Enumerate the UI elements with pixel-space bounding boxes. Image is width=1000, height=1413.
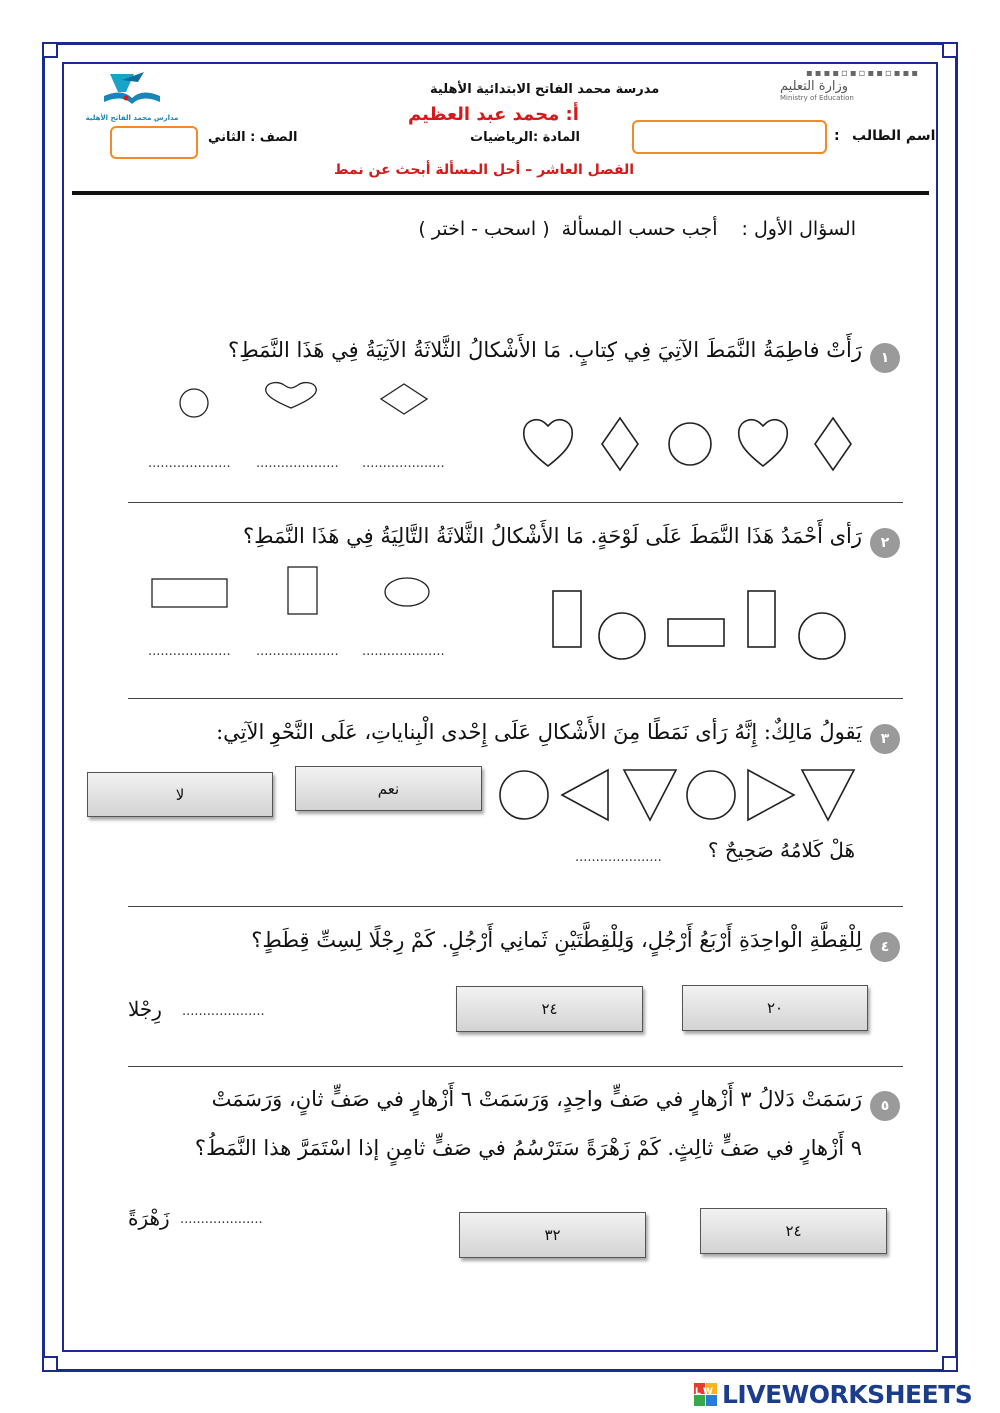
q2-option-wide-rectangle[interactable]	[150, 576, 230, 610]
question-divider	[128, 502, 903, 503]
q3-answer-blank[interactable]: .....................	[575, 850, 662, 865]
q1-pattern	[520, 414, 860, 474]
subject-label: المادة :الرياضيات	[470, 130, 581, 145]
q1-pattern-heart	[739, 420, 788, 466]
ministry-logo	[780, 68, 920, 116]
q1-blank-2[interactable]: ....................	[256, 456, 339, 471]
question-number-5: ٥	[870, 1091, 900, 1121]
question-1-text: رَأَتْ فاطِمَةُ النَّمَطَ الآتِيَ فِي كِتابٍ. مَا الأَشْكالُ الثَّلاثَةُ الآتِيَةُ فِي هَذَا النَّمَطِ؟	[228, 338, 862, 362]
q5-option-32-button[interactable]: ٣٢	[459, 1212, 646, 1258]
question-2-text: رَأى أَحْمَدُ هَذَا النَّمَطَ عَلَى لَوْحَةٍ. مَا الأَشْكالُ الثَّلاثَةُ التَّالِيَةُ فِي هَذَا النَّمَطِ؟	[243, 524, 862, 548]
liveworksheets-watermark	[694, 1380, 972, 1409]
q1-pattern-diamond	[602, 418, 638, 470]
q2-option-ellipse[interactable]	[382, 575, 432, 609]
school-name: مدرسة محمد الفاتح الابتدائية الأهلية	[430, 82, 660, 97]
question-number-1: ١	[870, 343, 900, 373]
q3-pattern	[496, 764, 860, 828]
q2-pattern-tall-rectangle	[748, 591, 775, 647]
unit-title: الفصل العاشر – أحل المسألة أبحث عن نمط	[334, 162, 635, 178]
q2-blank-1[interactable]: ....................	[148, 644, 231, 659]
q1-option-circle[interactable]	[178, 386, 212, 420]
question-divider	[128, 1066, 903, 1067]
q4-option-20-button[interactable]: ٢٠	[682, 985, 868, 1031]
q2-blank-3[interactable]: ....................	[362, 644, 445, 659]
q3-pattern-circle	[500, 771, 548, 819]
q2-pattern-circle	[799, 613, 845, 659]
question-divider	[128, 698, 903, 699]
teacher-name: أ: محمد عبد العظيم	[408, 104, 579, 125]
border-corner	[42, 1356, 58, 1372]
liveworksheets-logo-icon: LW	[694, 1383, 718, 1407]
q3-pattern-left-triangle	[562, 770, 608, 820]
q1-blank-1[interactable]: ....................	[148, 456, 231, 471]
question-number-3: ٣	[870, 724, 900, 754]
header-divider	[72, 191, 929, 195]
instructions-text: أجب حسب المسألة	[561, 218, 718, 240]
q3-pattern-circle	[687, 771, 735, 819]
student-name-label: اسم الطالب	[852, 128, 936, 144]
q4-unit: رِجْلا	[128, 997, 162, 1021]
q1-option-diamond[interactable]	[378, 382, 430, 416]
q2-pattern-circle	[599, 613, 645, 659]
border-corner	[942, 42, 958, 58]
border-corner	[42, 42, 58, 58]
q1-blank-3[interactable]: ....................	[362, 456, 445, 471]
question-4-text: لِلْقِطَّةِ الْواحِدَةِ أَرْبَعُ أَرْجُلٍ، وَلِلْقِطَّتَيْنِ ثَمانِي أَرْجُلٍ. كَمْ رِجْلًا لِسِتِّ قِطَطٍ؟	[251, 928, 862, 952]
question-divider	[128, 906, 903, 907]
border-corner	[942, 1356, 958, 1372]
student-name-colon: :	[834, 128, 840, 144]
q1-option-heart[interactable]	[262, 380, 320, 414]
q1-pattern-diamond	[815, 418, 851, 470]
question-heading: السؤال الأول :	[741, 218, 856, 240]
ministry-logo-icon: ▪▪▪▪▫▪▫▪▪▫▪▪▪	[805, 68, 920, 79]
q2-blank-2[interactable]: ....................	[256, 644, 339, 659]
q5-unit: زَهْرَةً	[128, 1206, 170, 1230]
question-number-4: ٤	[870, 932, 900, 962]
ministry-name-arabic: وزارة التعليم	[780, 79, 849, 94]
q1-pattern-heart	[524, 420, 573, 466]
instructions-modes: ( اسحب - اختر )	[418, 218, 550, 240]
q4-answer-blank[interactable]: ....................	[182, 1004, 265, 1019]
q3-followup-text: هَلْ كَلامُهُ صَحِيحٌ ؟	[707, 838, 855, 862]
q3-pattern-down-triangle	[624, 770, 676, 820]
q5-answer-blank[interactable]: ....................	[180, 1212, 263, 1227]
student-name-input[interactable]	[632, 120, 827, 154]
q3-pattern-right-triangle	[748, 770, 794, 820]
q3-no-button[interactable]: لا	[87, 772, 273, 817]
liveworksheets-wordmark: LIVEWORKSHEETS	[722, 1380, 973, 1409]
q4-option-24-button[interactable]: ٢٤	[456, 986, 643, 1032]
question-3-text: يَقولُ مَالِكٌ: إِنَّهُ رَأى نَمَطًا مِنَ الأَشْكالِ عَلَى إِحْدى الْبِناياتِ، عَلَى النَّحْوِ الآتِي:	[216, 720, 862, 744]
grade-input[interactable]	[110, 126, 198, 159]
school-logo-caption: مدارس محمد الفاتح الأهلية	[85, 114, 179, 122]
instructions-row	[290, 218, 856, 240]
ministry-name-english: Ministry of Education	[780, 94, 854, 102]
school-logo	[82, 70, 182, 120]
q5-option-24-button[interactable]: ٢٤	[700, 1208, 887, 1254]
q2-pattern-tall-rectangle	[553, 591, 581, 647]
question-number-2: ٢	[870, 528, 900, 558]
q2-pattern	[550, 588, 850, 664]
q3-pattern-down-triangle	[802, 770, 854, 820]
q3-yes-button[interactable]: نعم	[295, 766, 482, 811]
q2-pattern-wide-rectangle	[668, 619, 724, 646]
grade-label: الصف : الثاني	[208, 130, 298, 145]
q1-pattern-circle	[669, 423, 711, 465]
q2-option-tall-rectangle[interactable]	[286, 565, 320, 617]
school-logo-icon	[82, 70, 182, 110]
question-5-text-line1: رَسَمَتْ دَلالُ ٣ أَزْهارٍ في صَفٍّ واحِدٍ، وَرَسَمَتْ ٦ أَزْهارٍ في صَفٍّ ثانٍ، وَرَسَمَتْ	[211, 1087, 862, 1111]
question-5-text-line2: ٩ أَزْهارٍ في صَفٍّ ثالِثٍ. كَمْ زَهْرَةً سَتَرْسُمُ في صَفٍّ ثامِنٍ إذا اسْتَمَرَّ هذا النَّمَطُ؟	[194, 1136, 862, 1160]
